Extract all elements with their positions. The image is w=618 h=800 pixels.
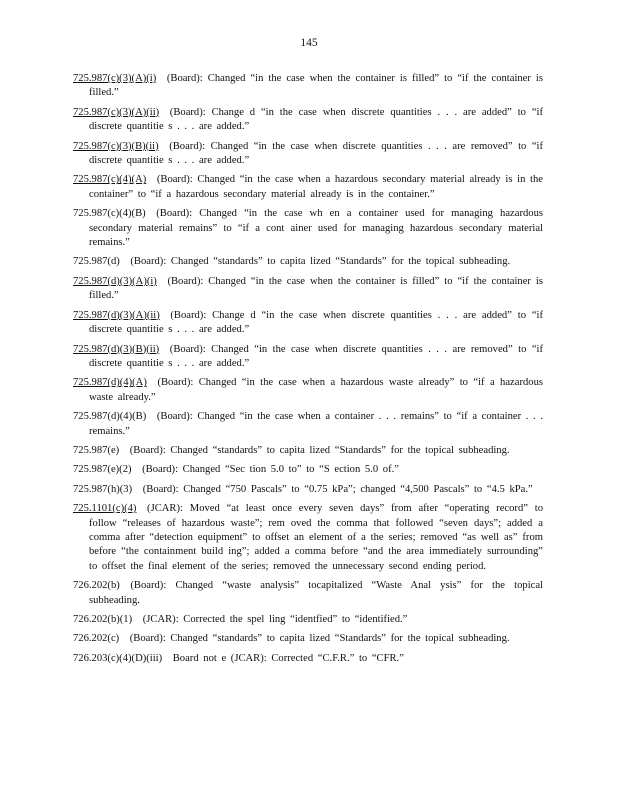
section-reference: 725.987(d)(4)(B)	[73, 411, 147, 423]
amendment-entry	[73, 255, 543, 269]
amendment-text: (Board): Changed “in the case wh en a container used for managing hazardous secondary material remains” to “if a cont ainer used for managing hazardous secondary material remains.”	[89, 208, 543, 249]
amendment-entry	[73, 72, 543, 101]
amendment-entry	[73, 140, 543, 169]
amendment-text: (Board): Changed “in the case when discrete quantities . . . are removed” to “if discrete quantitie s . . . are added.”	[89, 140, 543, 167]
amendment-entry	[73, 309, 543, 338]
amendment-entry	[73, 652, 543, 666]
amendment-text: (Board): Changed “in the case when the container is filled” to “if the container is filled.”	[89, 275, 543, 302]
amendment-entry	[73, 207, 543, 250]
section-reference: 725.987(d)(3)(B)(ii)	[73, 343, 160, 355]
page-number: 145	[300, 37, 318, 49]
amendment-text: (Board): Changed “750 Pascals” to “0.75 kPa”; changed “4,500 Pascals” to “4.5 kPa.”	[142, 483, 533, 495]
section-reference: 725.987(d)	[73, 256, 120, 268]
amendment-text: (Board): Change d “in the case when discrete quantities . . . are added” to “if discrete quantitie s . . . are added.”	[89, 106, 543, 133]
section-reference: 726.202(c)	[73, 633, 120, 645]
section-reference: 725.987(c)(3)(A)(ii)	[73, 106, 160, 118]
amendment-text: (JCAR): Corrected the spel ling “identfied” to “identified.”	[142, 614, 408, 625]
amendment-entry	[73, 410, 543, 439]
section-reference: 725.987(h)(3)	[73, 483, 133, 495]
section-reference: 725.987(c)(3)(A)(i)	[73, 73, 157, 84]
section-reference: 726.203(c)(4)(D)(iii)	[73, 652, 163, 664]
amendment-text: Board not e (JCAR): Corrected “C.F.R.” to “CFR.”	[172, 652, 404, 664]
section-reference: 725.987(c)(4)(A)	[73, 174, 147, 186]
amendment-entry	[73, 275, 543, 304]
amendment-entry	[73, 173, 543, 202]
amendment-text: (Board): Changed “in the case when the container is filled” to “if the container is filled.”	[89, 73, 543, 99]
amendment-entry	[73, 632, 543, 646]
amendment-text: (Board): Changed “standards” to capita lized “Standards” for the topical subheading.	[129, 633, 510, 645]
amendment-entry	[73, 483, 543, 497]
amendment-text: (JCAR): Moved “at least once every seven days” from after “operating record” to follow “releases of hazardous waste”; rem oved the comma that followed “seven days”; added a comma after “detection equipment” to offset an element of a the series; removed “as well as” from before “the containment build ing”; added a comma before “and the area immediately surrounding” to offset the final element of the series; removed the unnecessary second ending period.	[89, 503, 543, 572]
amendment-text: (Board): Changed “in the case when a hazardous secondary material already is in the container” to “if a hazardous secondary material already is in the container.”	[89, 174, 543, 200]
amendment-text: (Board): Changed “waste analysis” tocapitalized “Waste Anal ysis” for the topical subheading.	[89, 580, 543, 606]
amendment-list	[73, 72, 543, 671]
amendment-entry	[73, 463, 543, 477]
section-reference: 726.202(b)	[73, 580, 120, 592]
amendment-text: (Board): Changed “Sec tion 5.0 to” to “S ection 5.0 of.”	[142, 464, 399, 476]
section-reference: 725.987(d)(3)(A)(ii)	[73, 309, 160, 321]
amendment-text: (Board): Changed “standards” to capita lized “Standards” for the topical subheading.	[129, 444, 510, 456]
section-reference: 725.987(c)(4)(B)	[73, 208, 146, 220]
amendment-text: (Board): Changed “in the case when discrete quantities . . . are removed” to “if discrete quantitie s . . . are added.”	[89, 343, 543, 369]
amendment-text: (Board): Changed “standards” to capita lized “Standards” for the topical subheading.	[130, 256, 511, 268]
amendment-text: (Board): Change d “in the case when discrete quantities . . . are added” to “if discrete quantitie s . . . are added.”	[89, 309, 543, 336]
section-reference: 725.987(d)(4)(A)	[73, 377, 147, 389]
section-reference: 725.987(d)(3)(A)(i)	[73, 275, 157, 287]
amendment-entry	[73, 106, 543, 135]
section-reference: 726.202(b)(1)	[73, 614, 133, 625]
amendment-entry	[73, 343, 543, 372]
amendment-text: (Board): Changed “in the case when a container . . . remains” to “if a container . . . remains.”	[89, 411, 543, 437]
amendment-text: (Board): Changed “in the case when a hazardous waste already” to “if a hazardous waste already.”	[89, 377, 543, 403]
amendment-entry	[73, 376, 543, 405]
amendment-entry	[73, 613, 543, 627]
amendment-entry	[73, 444, 543, 458]
amendment-entry	[73, 502, 543, 574]
section-reference: 725.987(e)	[73, 444, 120, 456]
section-reference: 725.1101(c)(4)	[73, 503, 137, 515]
section-reference: 725.987(e)(2)	[73, 464, 132, 476]
section-reference: 725.987(c)(3)(B)(ii)	[73, 140, 159, 152]
amendment-entry	[73, 579, 543, 608]
